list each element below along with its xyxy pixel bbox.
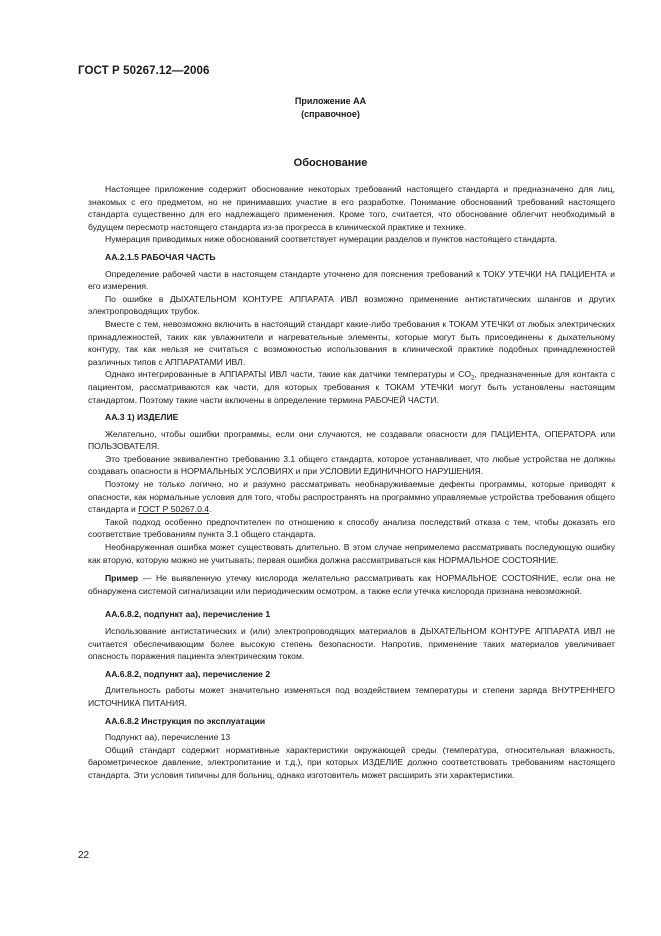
paragraph: Вместе с тем, невозможно включить в настоящий стандарт какие-либо требования к ТОКАМ УТЕЧКИ от любых электрических принадлежностей, таких как увлажнители и нагревательные элементы, которые могут быть присоединены к дыхательному контуру, так как нельзя не считаться с возможностью использования в клинической практике подобных принадлежностей различных типов с АППАРАТАМИ ИВЛ.: [88, 318, 615, 367]
paragraph-text: Однако интегрированные в АППАРАТЫ ИВЛ части, такие как датчики температуры и CO: [105, 369, 472, 380]
example-text: — Не выявленную утечку кислорода желательно рассматривать как НОРМАЛЬНОЕ СОСТОЯНИЕ, если она не обнаружена системой сигнализации или периодическим осмотром, а также если утечка кислорода признана невозможной.: [88, 573, 615, 596]
clause-heading: АА.6.8.2, подпункт аа), перечисление 1: [105, 609, 271, 620]
paragraph: [88, 478, 615, 516]
page-number: 22: [78, 850, 90, 861]
paragraph: Желательно, чтобы ошибки программы, если они случаются, не создавали опасности для ПАЦИЕНТА, ОПЕРАТОРА или ПОЛЬЗОВАТЕЛЯ.: [88, 428, 615, 452]
paragraph-text: , предназначенные для контакта с пациентом, рассматриваются как части, для которых требования к ТОКАМ УТЕЧКИ могут быть установлены настоящим стандартом. Поэтому такие части включены в определение термина РАБОЧЕЙ ЧАСТИ.: [88, 369, 615, 405]
section-title: Обоснование: [293, 157, 368, 169]
example-label: Пример: [105, 573, 139, 584]
subscript: 2: [471, 376, 475, 383]
spacer: [88, 597, 615, 603]
paragraph: Такой подход особенно предпочтителен по отношению к способу анализа последствий отказа с тем, чтобы доказать его соответствие требованиям пункта 3.1 общего стандарта.: [88, 516, 615, 540]
paragraph: Длительность работы может значительно изменяться под воздействием температуры и степени заряда ВНУТРЕННЕГО ИСТОЧНИКА ПИТАНИЯ.: [88, 685, 615, 708]
paragraph: Необнаруженная ошибка может существовать длительно. В этом случае непримелемо рассматривать последующую ошибку как вторую, которую можно не учитывать; первая ошибка должна рассматриваться как НОРМАЛЬНОЕ СОСТОЯНИЕ.: [88, 542, 615, 565]
paragraph: Нумерация приводимых ниже обоснований соответствует нумерации разделов и пунктов настоящего стандарта.: [105, 234, 558, 245]
clause-heading: АА.3 1) ИЗДЕЛИЕ: [105, 412, 179, 423]
document-body: [88, 183, 615, 782]
paragraph: Подпункт аа), перечисление 13: [105, 732, 231, 743]
clause-heading: АА.6.8.2, подпункт аа), перечисление 2: [105, 668, 271, 679]
appendix-title: Приложение АА: [294, 96, 367, 106]
paragraph-text: Поэтому не только логично, но и разумно рассматривать необнаруживаемые дефекты программы, которые приводят к опасности, как нормальные условия для того, чтобы распространять на программно управляемые устройства требования общего стандарта и: [88, 479, 615, 515]
document-code: ГОСТ Р 50267.12—2006: [78, 65, 210, 77]
paragraph: Общий стандарт содержит нормативные характеристики окружающей среды (температура, относительная влажность, барометрическое давление, электропитание и т.д.), при которых ИЗДЕЛИЕ должно соответствовать требованиям настоящего стандарта. Эти условия типичны для больниц, однако изготовитель может расширить эти характеристики.: [88, 744, 615, 780]
paragraph: Использование антистатических и (или) электропроводящих материалов в ДЫХАТЕЛЬНОМ КОНТУРЕ АППАРАТА ИВЛ не считается обеспечивающим более высокую степень безопасности. Напротив, применение таких материалов увеличивает опасность поражения пациента электрическим током.: [88, 626, 615, 662]
clause-heading: АА.2.1.5 РАБОЧАЯ ЧАСТЬ: [105, 251, 216, 262]
paragraph-text: .: [209, 504, 212, 515]
appendix-heading: [0, 95, 661, 121]
standard-reference-link[interactable]: ГОСТ Р 50267.0.4: [138, 504, 210, 515]
appendix-subtitle: (справочное): [301, 109, 360, 119]
paragraph: [88, 368, 615, 406]
clause-heading: АА.6.8.2 Инструкция по эксплуатации: [105, 715, 266, 726]
paragraph: Определение рабочей части в настоящем стандарте уточнено для пояснения требований к ТОКУ УТЕЧКИ НА ПАЦИЕНТА и его измерения.: [88, 268, 615, 292]
example-note: [88, 572, 615, 597]
paragraph: Это требование эквивалентно требованию 3.1 общего стандарта, которое устанавливает, что любые устройства не должны создавать опасности в НОРМАЛЬНЫХ УСЛОВИЯХ и при УСЛОВИИ ЕДИНИЧНОГО НАРУШЕНИЯ.: [88, 453, 615, 477]
paragraph: Настоящее приложение содержит обоснование некоторых требований настоящего стандарта и предназначено для лиц, знакомых с его предметом, но не принимавших участие в его разработке. Понимание обоснований требований настоящего стандарта существенно для его надлежащего применения. Кроме того, считается, что обоснование облегчит необходимый в будущем пересмотр настоящего стандарта из-за прогресса в клинической практике и технике.: [88, 184, 615, 232]
paragraph: По ошибке в ДЫХАТЕЛЬНОМ КОНТУРЕ АППАРАТА ИВЛ возможно применение антистатических шлангов и других электропроводящих трубок.: [88, 293, 615, 317]
